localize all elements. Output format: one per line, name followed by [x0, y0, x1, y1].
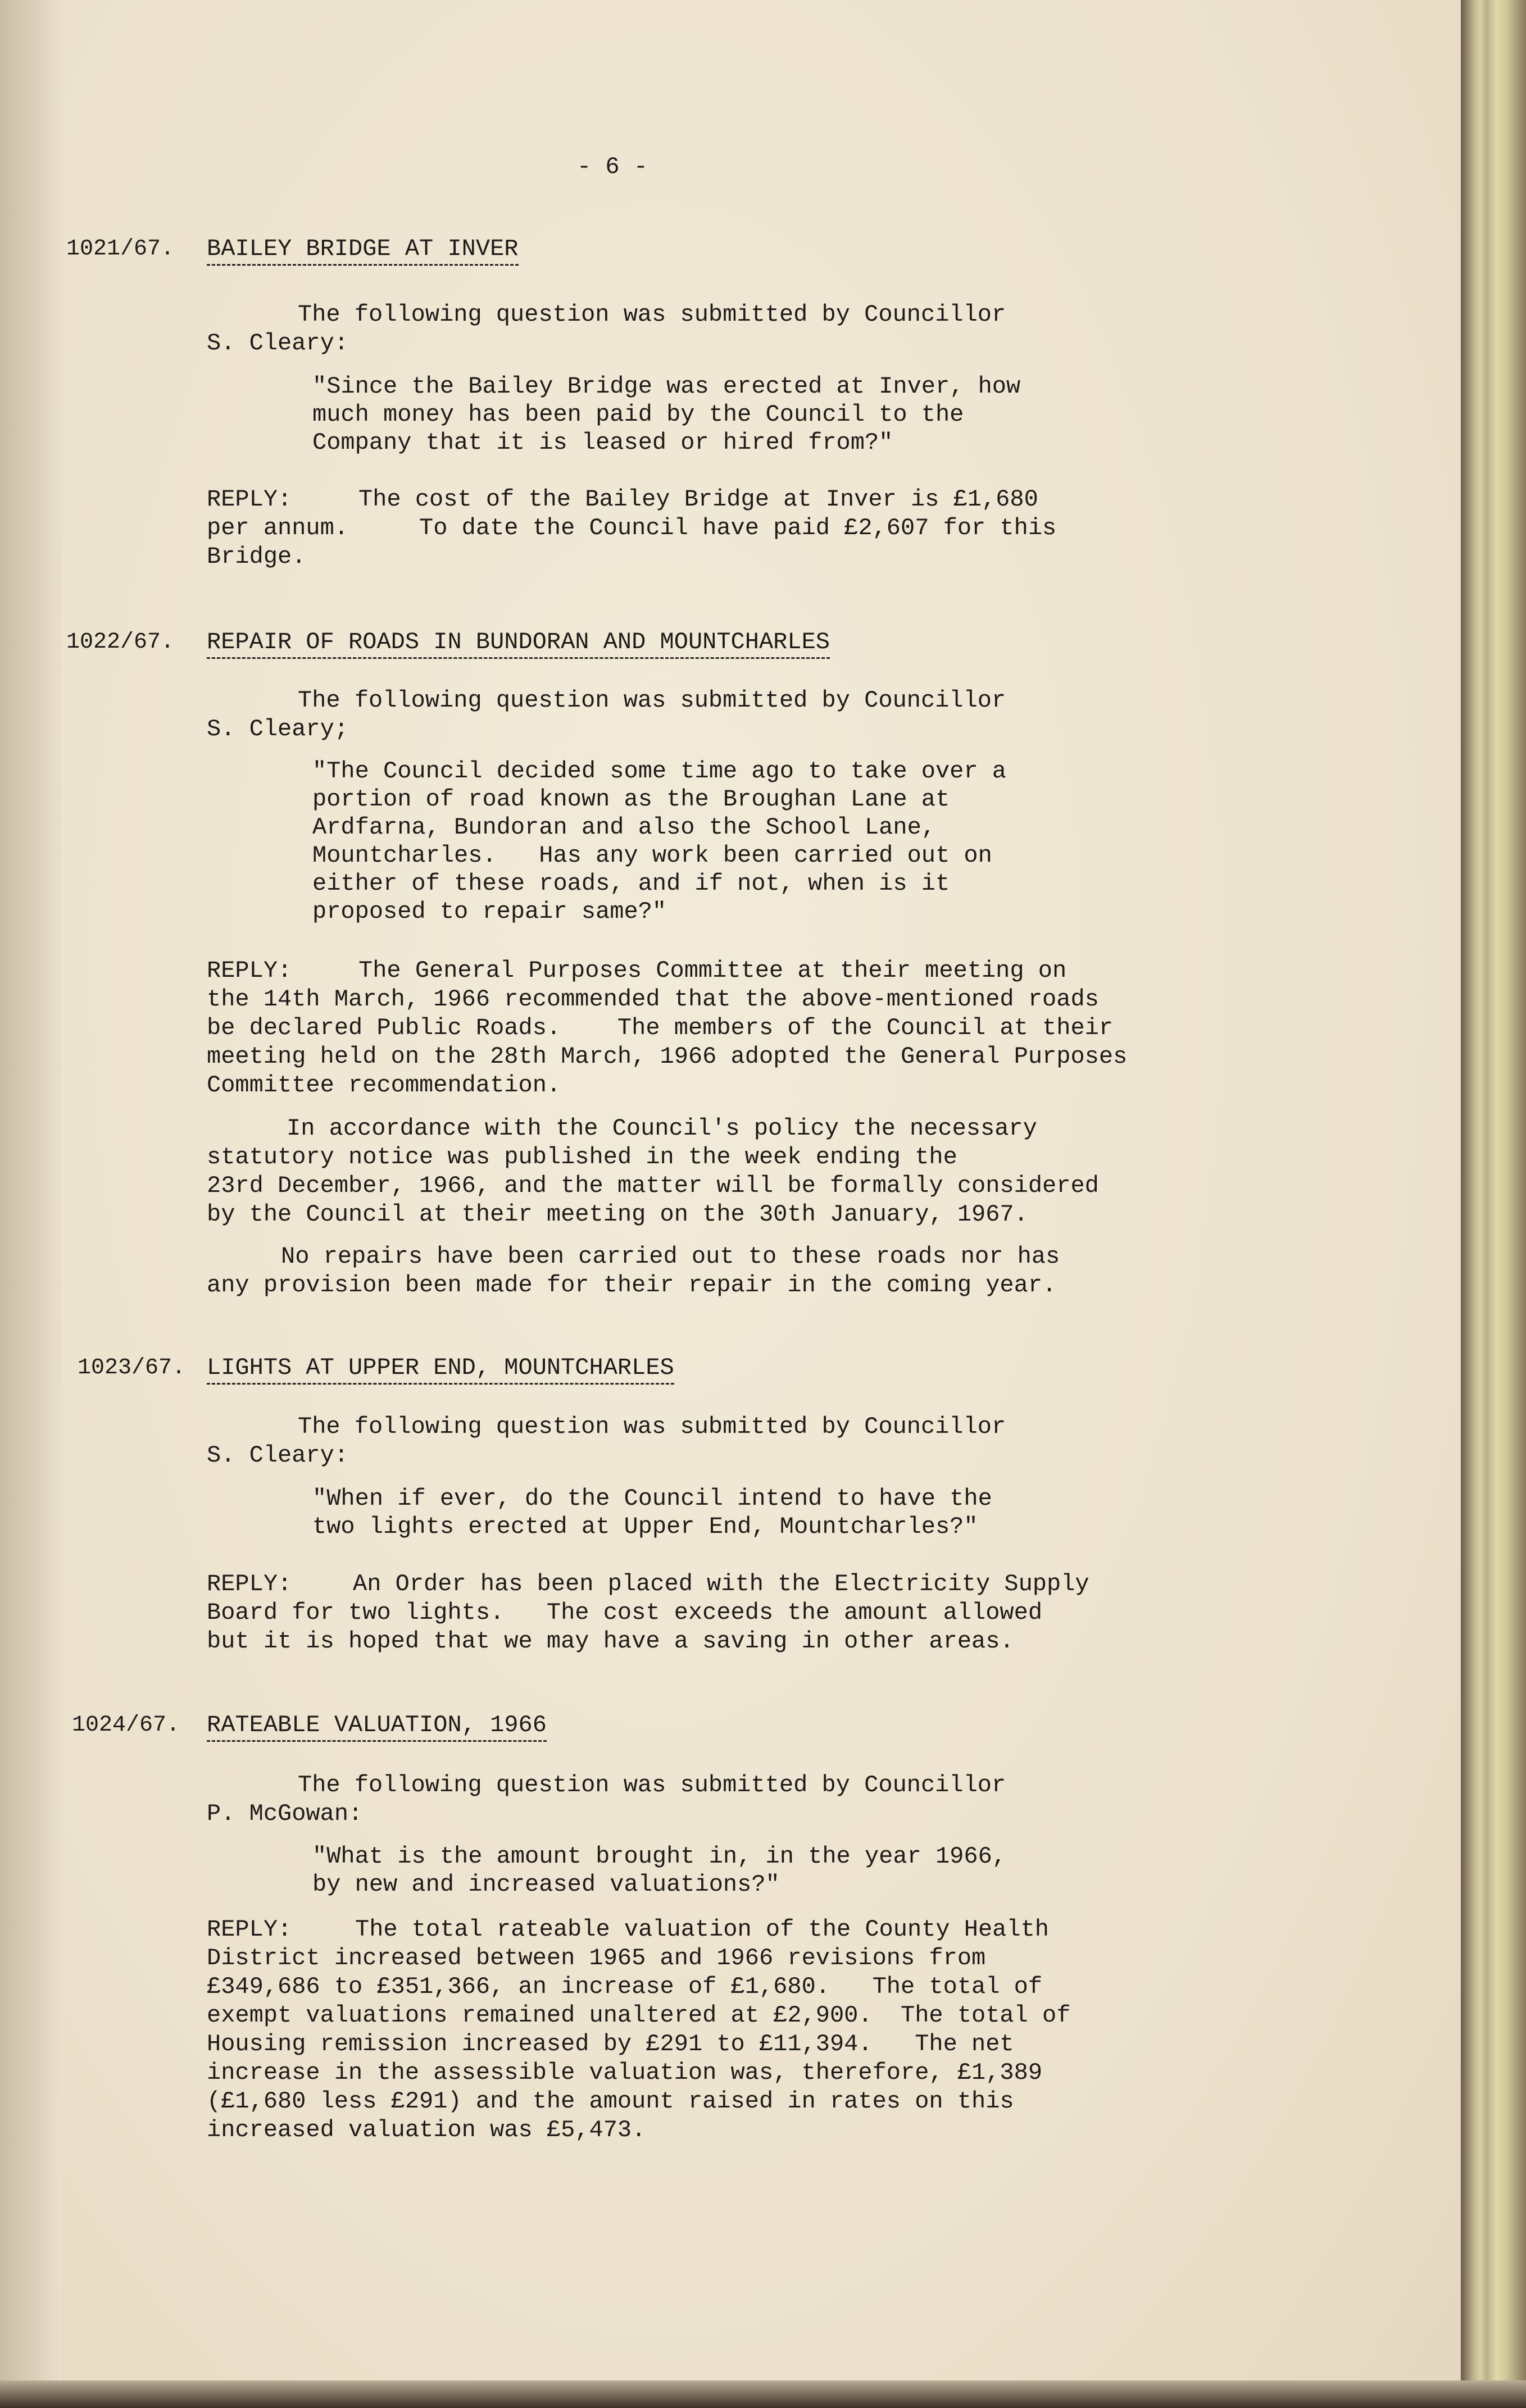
item-number: 1021/67.: [66, 236, 175, 262]
reply-line: The General Purposes Committee at their meeting on: [358, 957, 1067, 984]
paragraph-line: 23rd December, 1966, and the matter will be formally considered: [207, 1172, 1099, 1199]
book-bottom-edge: [0, 2380, 1526, 2408]
question-line: "Since the Bailey Bridge was erected at Inver, how: [312, 373, 1021, 400]
intro-line: S. Cleary:: [207, 330, 349, 357]
reply-line: The total rateable valuation of the County Health: [355, 1916, 1050, 1943]
reply-line: per annum. To date the Council have paid £2,607 for this: [207, 515, 1057, 541]
reply-line: exempt valuations remained unaltered at £2,900. The total of: [207, 2002, 1071, 2029]
reply-line: Committee recommendation.: [207, 1072, 561, 1099]
intro-line: S. Cleary;: [207, 716, 349, 743]
reply-line: Bridge.: [207, 543, 306, 570]
reply-label: REPLY:: [207, 486, 292, 513]
intro-line: The following question was submitted by Councillor: [298, 687, 1006, 714]
paragraph-line: In accordance with the Council's policy the necessary: [287, 1115, 1037, 1142]
reply-label: REPLY:: [207, 1571, 292, 1597]
intro-line: The following question was submitted by Councillor: [298, 301, 1006, 328]
paragraph-line: by the Council at their meeting on the 30th January, 1967.: [207, 1201, 1028, 1228]
question-line: two lights erected at Upper End, Mountcharles?": [312, 1513, 978, 1540]
reply-line: increased valuation was £5,473.: [207, 2116, 646, 2143]
item-number: 1024/67.: [72, 1713, 180, 1738]
item-heading: BAILEY BRIDGE AT INVER: [207, 236, 519, 266]
item-heading: LIGHTS AT UPPER END, MOUNTCHARLES: [207, 1355, 674, 1385]
item-number: 1022/67.: [66, 630, 175, 655]
reply-line: (£1,680 less £291) and the amount raised in rates on this: [207, 2088, 1014, 2115]
intro-line: The following question was submitted by Councillor: [298, 1413, 1006, 1440]
question-line: by new and increased valuations?": [312, 1871, 780, 1898]
binding-gutter: [0, 0, 62, 2408]
reply-line: but it is hoped that we may have a saving in other areas.: [207, 1628, 1014, 1655]
item-heading: RATEABLE VALUATION, 1966: [207, 1712, 547, 1742]
reply-line: Housing remission increased by £291 to £11,394. The net: [207, 2031, 1014, 2058]
question-line: "The Council decided some time ago to take over a: [312, 758, 1007, 785]
paragraph-line: any provision been made for their repair in the coming year.: [207, 1272, 1057, 1299]
page-number: - 6 -: [576, 153, 648, 180]
reply-line: be declared Public Roads. The members of the Council at their: [207, 1014, 1114, 1041]
reply-line: meeting held on the 28th March, 1966 adopted the General Purposes: [207, 1043, 1128, 1070]
item-heading: REPAIR OF ROADS IN BUNDORAN AND MOUNTCHARLES: [207, 629, 830, 659]
paragraph-line: No repairs have been carried out to these roads nor has: [281, 1243, 1060, 1270]
intro-line: The following question was submitted by Councillor: [298, 1772, 1006, 1799]
question-line: proposed to repair same?": [312, 898, 667, 925]
question-line: Ardfarna, Bundoran and also the School Lane,: [312, 814, 935, 841]
book-page-edges: [1461, 0, 1526, 2408]
intro-line: S. Cleary:: [207, 1442, 349, 1469]
reply-line: The cost of the Bailey Bridge at Inver is £1,680: [358, 486, 1038, 513]
question-line: either of these roads, and if not, when is it: [312, 870, 950, 897]
reply-label: REPLY:: [207, 957, 292, 984]
reply-label: REPLY:: [207, 1916, 292, 1943]
question-line: Company that it is leased or hired from?": [312, 429, 893, 456]
paragraph-line: statutory notice was published in the week ending the: [207, 1144, 957, 1171]
question-line: portion of road known as the Broughan Lane at: [312, 786, 950, 813]
reply-line: Board for two lights. The cost exceeds the amount allowed: [207, 1599, 1043, 1626]
reply-line: An Order has been placed with the Electricity Supply: [353, 1571, 1089, 1597]
question-line: "What is the amount brought in, in the year 1966,: [312, 1843, 1007, 1870]
reply-line: £349,686 to £351,366, an increase of £1,680. The total of: [207, 1973, 1043, 2000]
reply-line: District increased between 1965 and 1966 revisions from: [207, 1945, 986, 1972]
question-line: much money has been paid by the Council to the: [312, 401, 964, 428]
reply-line: the 14th March, 1966 recommended that the above-mentioned roads: [207, 986, 1099, 1013]
intro-line: P. McGowan:: [207, 1800, 363, 1827]
item-number: 1023/67.: [78, 1355, 186, 1381]
reply-line: increase in the assessible valuation was, therefore, £1,389: [207, 2059, 1043, 2086]
question-line: Mountcharles. Has any work been carried out on: [312, 842, 992, 869]
question-line: "When if ever, do the Council intend to have the: [312, 1485, 992, 1512]
